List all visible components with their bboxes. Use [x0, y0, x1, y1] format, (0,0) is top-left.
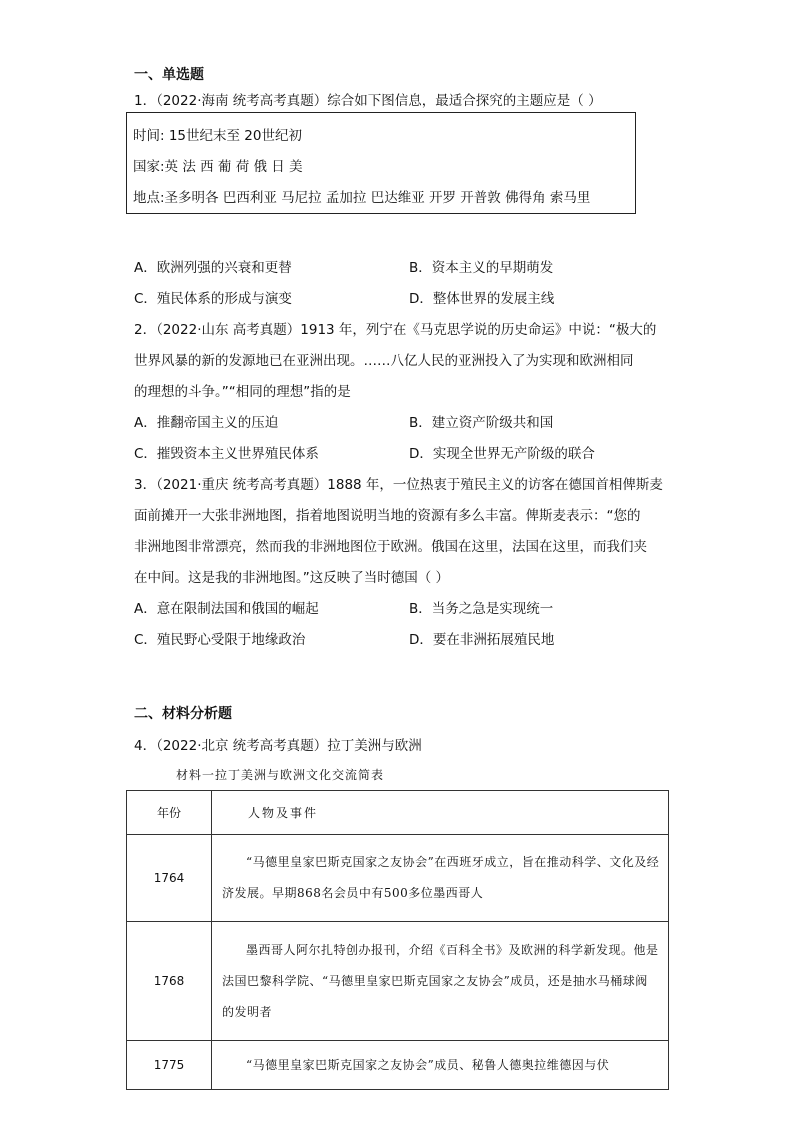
- material-1-table: [126, 790, 669, 1090]
- question-1-stem: 1．（2022·海南 统考高考真题）综合如下图信息，最适合探究的主题应是（ ）: [134, 93, 602, 109]
- table-cell-event: “马德里皇家巴斯克国家之友协会”在西班牙成立，旨在推动科学、文化及经济发展。早期868名会员中有500多位墨西哥人: [212, 835, 669, 922]
- question-1-option-b[interactable]: B．资本主义的早期萌发: [409, 260, 554, 276]
- question-2-option-c[interactable]: C．摧毁资本主义世界殖民体系: [134, 446, 319, 462]
- table-row: [127, 922, 669, 1041]
- table-header-event: 人物及事件: [212, 791, 669, 835]
- question-2-option-a[interactable]: A．推翻帝国主义的压迫: [134, 415, 279, 431]
- table-cell-year: 1775: [127, 1041, 212, 1090]
- question-3-stem-line-3: 非洲地图非常漂亮，然而我的非洲地图位于欧洲。俄国在这里，法国在这里，而我们夹: [134, 539, 647, 555]
- table-row: [127, 835, 669, 922]
- info-box-places: 地点:圣多明各 巴西利亚 马尼拉 孟加拉 巴达维亚 开罗 开普敦 佛得角 索马里: [133, 190, 591, 206]
- question-1-info-box: [126, 112, 636, 214]
- question-3-option-c[interactable]: C．殖民野心受限于地缘政治: [134, 632, 306, 648]
- info-box-countries: 国家:英 法 西 葡 荷 俄 日 美: [133, 159, 303, 175]
- question-3-stem-line-2: 面前摊开一大张非洲地图，指着地图说明当地的资源有多么丰富。俾斯麦表示：“您的: [134, 508, 641, 524]
- question-3-stem-line-4: 在中间。这是我的非洲地图。”这反映了当时德国（ ）: [134, 570, 450, 586]
- question-3-option-b[interactable]: B．当务之急是实现统一: [409, 601, 554, 617]
- material-1-caption: 材料一拉丁美洲与欧洲文化交流简表: [176, 768, 385, 782]
- table-cell-year: 1768: [127, 922, 212, 1041]
- question-1-option-d[interactable]: D．整体世界的发展主线: [409, 291, 555, 307]
- question-2-option-d[interactable]: D．实现全世界无产阶级的联合: [409, 446, 595, 462]
- question-3-stem-line-1: 3．（2021·重庆 统考高考真题）1888 年，一位热衷于殖民主义的访客在德国首相俾斯麦: [134, 477, 663, 493]
- table-cell-year: 1764: [127, 835, 212, 922]
- table-cell-event: 墨西哥人阿尔扎特创办报刊，介绍《百科全书》及欧洲的科学新发现。他是法国巴黎科学院、“马德里皇家巴斯克国家之友协会”成员，还是抽水马桶球阀的发明者: [212, 922, 669, 1041]
- table-row: [127, 1041, 669, 1090]
- info-box-time: 时间: 15世纪末至 20世纪初: [133, 128, 302, 144]
- table-header-row: [127, 791, 669, 835]
- question-3-option-a[interactable]: A．意在限制法国和俄国的崛起: [134, 601, 319, 617]
- table-cell-event: “马德里皇家巴斯克国家之友协会”成员、秘鲁人德奥拉维德因与伏: [212, 1041, 669, 1090]
- question-1-option-c[interactable]: C．殖民体系的形成与演变: [134, 291, 292, 307]
- section-title-single-choice: 一、单选题: [134, 67, 204, 83]
- question-2-stem-line-2: 世界风暴的新的发源地已在亚洲出现。……八亿人民的亚洲投入了为实现和欧洲相同: [134, 353, 634, 369]
- question-4-stem: 4．（2022·北京 统考高考真题）拉丁美洲与欧洲: [134, 738, 422, 754]
- question-2-option-b[interactable]: B．建立资产阶级共和国: [409, 415, 554, 431]
- question-3-option-d[interactable]: D．要在非洲拓展殖民地: [409, 632, 555, 648]
- question-2-stem-line-1: 2．（2022·山东 高考真题）1913 年，列宁在《马克思学说的历史命运》中说：“极大的: [134, 322, 657, 338]
- table-header-year: 年份: [127, 791, 212, 835]
- question-1-option-a[interactable]: A．欧洲列强的兴衰和更替: [134, 260, 292, 276]
- section-title-material-analysis: 二、材料分析题: [134, 706, 232, 722]
- question-2-stem-line-3: 的理想的斗争。”“相同的理想”指的是: [134, 384, 351, 400]
